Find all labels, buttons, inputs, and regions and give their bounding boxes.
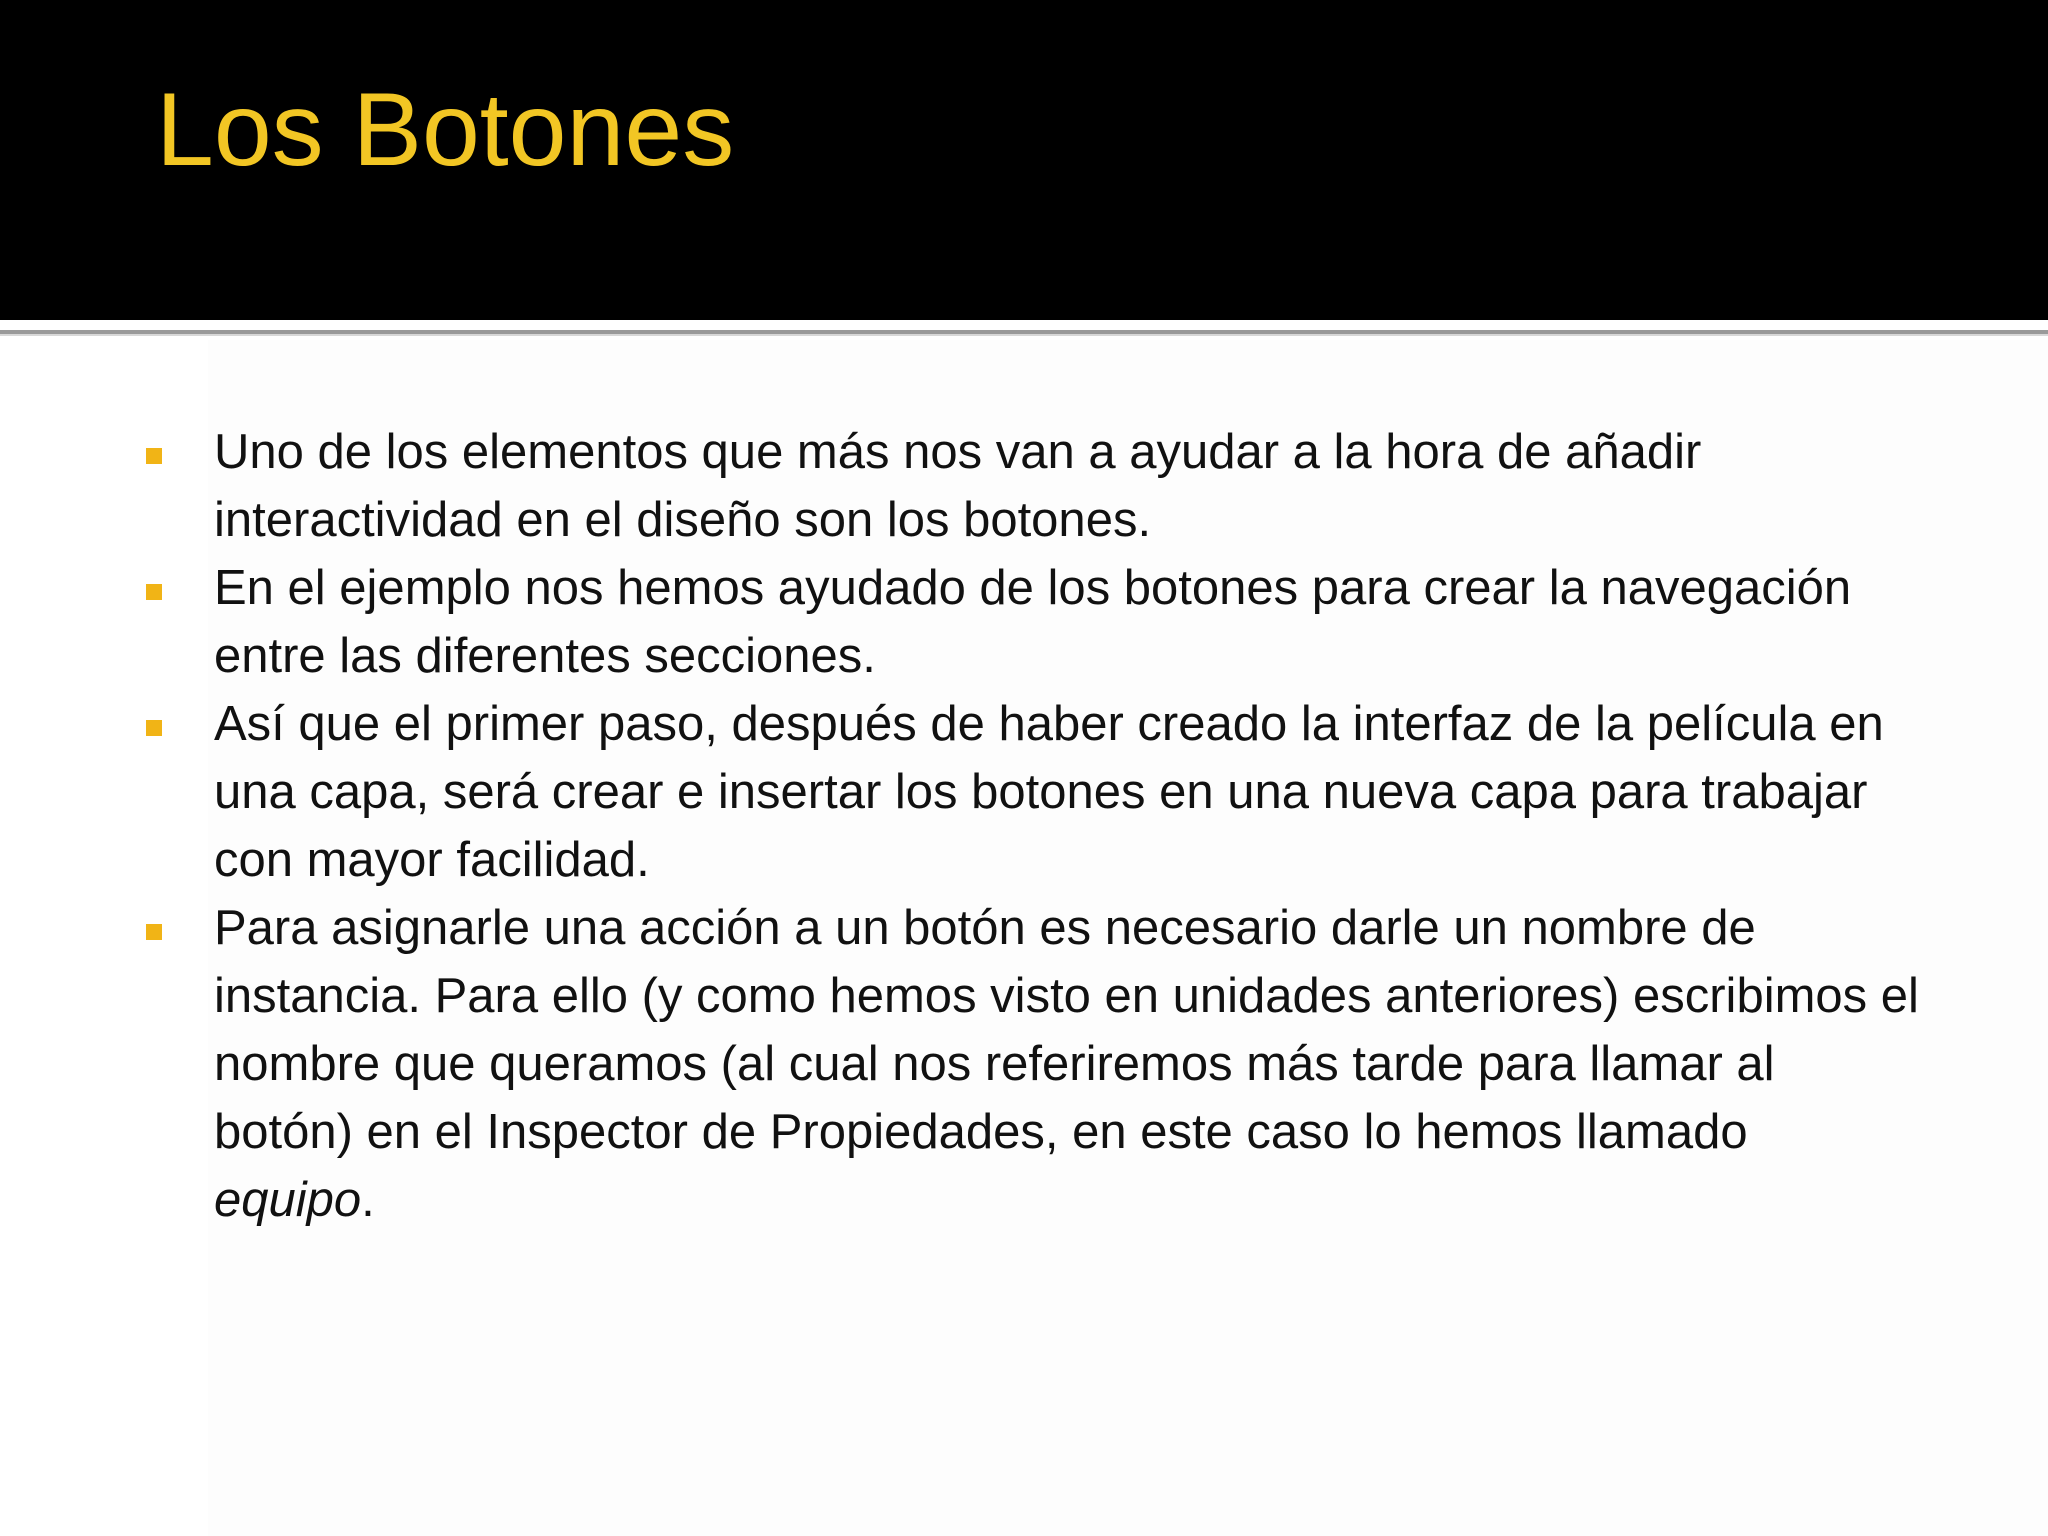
square-bullet-icon [146,448,162,464]
square-bullet-icon [146,924,162,940]
bullet-item-instance-name [140,894,1920,1234]
instance-name-text-after: . [361,1173,375,1227]
bullet-text-instance-name [214,901,1919,1227]
instance-name-text-before: Para asignarle una acción a un botón es necesario darle un nombre de instancia. Para ello (y como hemos visto en unidades anteriores) escribimos el nombre que queramos (al cual nos referiremos más tarde para llamar al botón) en el Inspector de Propiedades, en este caso lo hemos llamado [214,901,1919,1159]
header-divider-highlight [0,334,2048,336]
slide-title: Los Botones [156,72,735,188]
bullet-item-first-step [140,690,1920,894]
bullet-text-first-step: Así que el primer paso, después de haber creado la interfaz de la película en una capa, será crear e insertar los botones en una nueva capa para trabajar con mayor facilidad. [214,697,1884,887]
bullet-list [140,418,1920,1234]
bullet-text-buttons-intro: Uno de los elementos que más nos van a ayudar a la hora de añadir interactividad en el diseño son los botones. [214,425,1702,547]
square-bullet-icon [146,584,162,600]
bullet-text-navigation: En el ejemplo nos hemos ayudado de los botones para crear la navegación entre las diferentes secciones. [214,561,1852,683]
bullet-item-navigation [140,554,1920,690]
instance-name-example: equipo [214,1173,362,1227]
bullet-item-buttons-intro [140,418,1920,554]
square-bullet-icon [146,720,162,736]
slide-header [0,0,2048,320]
